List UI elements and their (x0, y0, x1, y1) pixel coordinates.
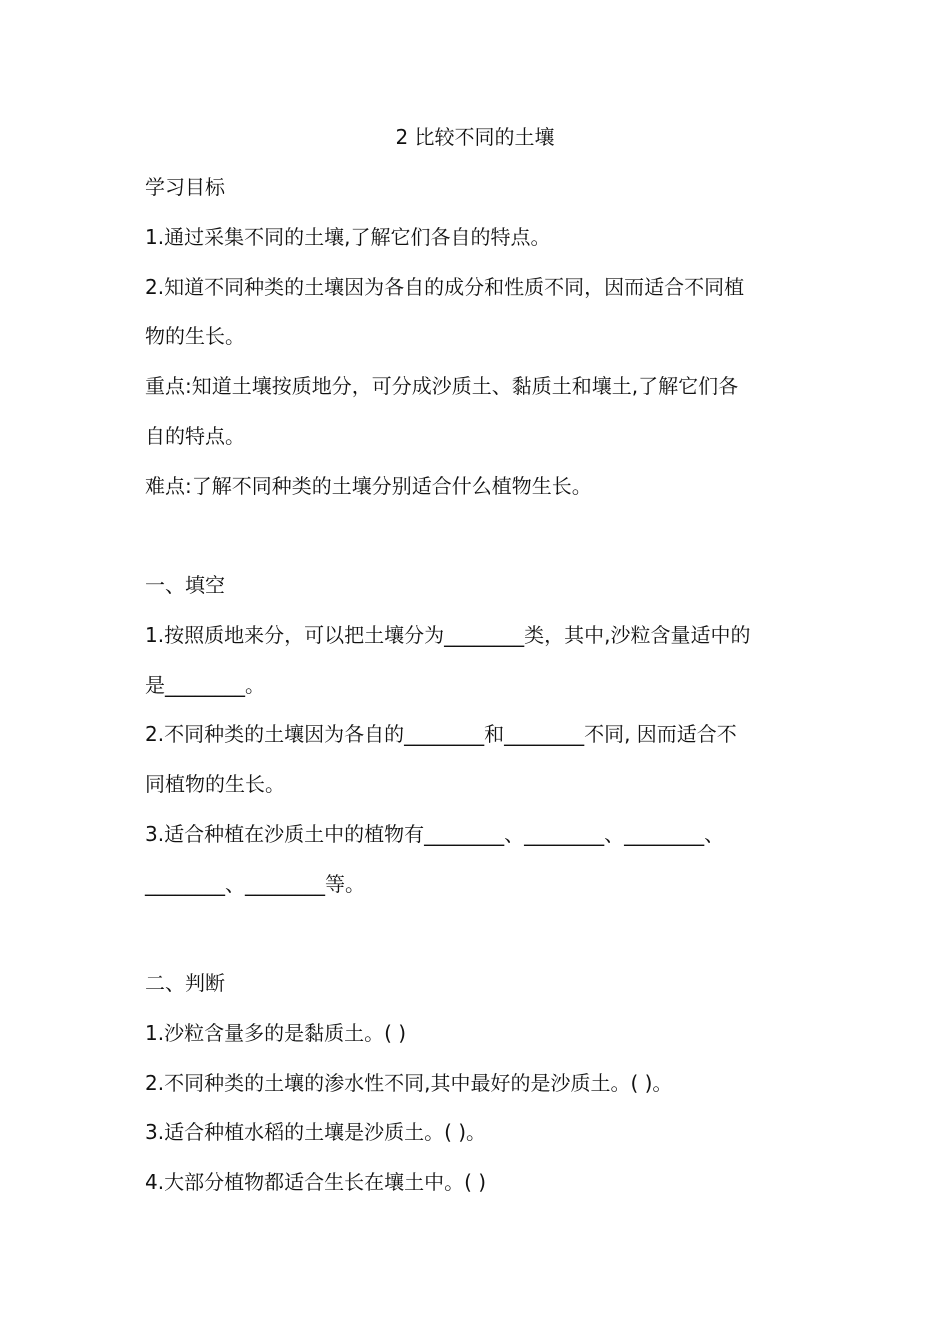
key-point-line-1: 重点:知道土壤按质地分，可分成沙质土、黏质土和壤土,了解它们各 (145, 374, 739, 398)
key-point-line-2: 自的特点。 (145, 424, 245, 448)
difficulty-line: 难点:了解不同种类的土壤分别适合什么植物生长。 (145, 474, 592, 498)
judge-q4: 4.大部分植物都适合生长在壤土中。( ) (145, 1170, 487, 1194)
objectives-heading: 学习目标 (145, 175, 225, 199)
fill-in-q1-line-2: 是________。 (145, 673, 265, 697)
fill-in-heading: 一、填空 (145, 573, 225, 597)
judge-heading: 二、判断 (145, 971, 225, 995)
fill-in-q3-line-2: ________、________等。 (145, 872, 365, 896)
objective-item-2-line-2: 物的生长。 (145, 324, 245, 348)
fill-in-q1-line-1: 1.按照质地来分，可以把土壤分为________类，其中,沙粒含量适中的 (145, 623, 751, 647)
judge-q1: 1.沙粒含量多的是黏质土。( ) (145, 1021, 407, 1045)
judge-q3: 3.适合种植水稻的土壤是沙质土。( )。 (145, 1120, 487, 1144)
judge-q2: 2.不同种类的土壤的渗水性不同,其中最好的是沙质土。( )。 (145, 1071, 673, 1095)
fill-in-q2-line-1: 2.不同种类的土壤因为各自的________和________不同, 因而适合不 (145, 722, 737, 746)
objective-item-2-line-1: 2.知道不同种类的土壤因为各自的成分和性质不同，因而适合不同植 (145, 275, 745, 299)
fill-in-q2-line-2: 同植物的生长。 (145, 772, 285, 796)
fill-in-q3-line-1: 3.适合种植在沙质土中的植物有________、________、________、 (145, 822, 725, 846)
document-title: 2 比较不同的土壤 (395, 125, 555, 149)
objective-item-1: 1.通过采集不同的土壤,了解它们各自的特点。 (145, 225, 551, 249)
